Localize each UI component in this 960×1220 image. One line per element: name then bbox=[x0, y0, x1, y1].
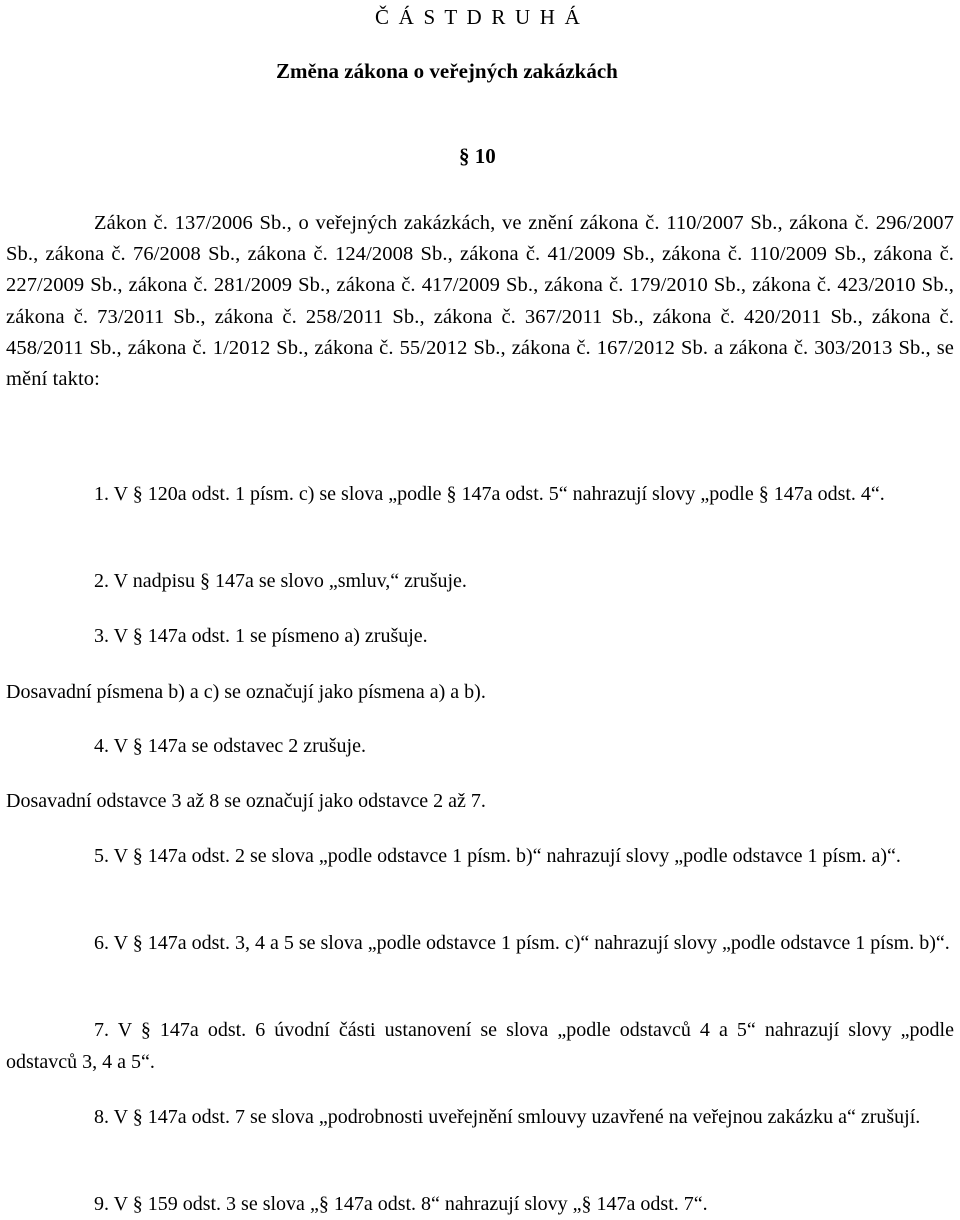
amendment-item-8: 8. V § 147a odst. 7 se slova „podrobnosti uveřejnění smlouvy uzavřené na veřejnou zakázku a“ zrušují. bbox=[94, 1106, 921, 1128]
amendment-item-6: 6. V § 147a odst. 3, 4 a 5 se slova „podle odstavce 1 písm. c)“ nahrazují slovy „podle odstavce 1 písm. b)“. bbox=[94, 932, 950, 954]
intro-paragraph: Zákon č. 137/2006 Sb., o veřejných zakázkách, ve znění zákona č. 110/2007 Sb., zákona č. 296/2007 Sb., zákona č. 76/2008 Sb., zákona č. 124/2008 Sb., zákona č. 41/2009 Sb., zákona č. 110/2009 Sb., zákona č. 227/2009 Sb., zákona č. 281/2009 Sb., zákona č. 417/2009 Sb., zákona č. 179/2010 Sb., zákona č. 423/2010 Sb., zákona č. 73/2011 Sb., zákona č. 258/2011 Sb., zákona č. 367/2011 Sb., zákona č. 420/2011 Sb., zákona č. 458/2011 Sb., zákona č. 1/2012 Sb., zákona č. 55/2012 Sb., zákona č. 167/2012 Sb. a zákona č. 303/2013 Sb., se mění takto: bbox=[6, 212, 954, 391]
change-heading: Změna zákona o veřejných zakázkách bbox=[276, 59, 618, 83]
amendment-item-2: 2. V nadpisu § 147a se slovo „smluv,“ zrušuje. bbox=[94, 570, 467, 592]
part-heading: Č Á S T D R U H Á bbox=[375, 5, 582, 29]
renumbering-note-2: Dosavadní odstavce 3 až 8 se označují jako odstavce 2 až 7. bbox=[6, 790, 486, 812]
section-number: § 10 bbox=[459, 144, 496, 168]
amendment-item-5: 5. V § 147a odst. 2 se slova „podle odstavce 1 písm. b)“ nahrazují slovy „podle odstavce 1 písm. a)“. bbox=[94, 845, 901, 867]
renumbering-note-1: Dosavadní písmena b) a c) se označují jako písmena a) a b). bbox=[6, 681, 486, 703]
amendment-item-1: 1. V § 120a odst. 1 písm. c) se slova „podle § 147a odst. 5“ nahrazují slovy „podle § 147a odst. 4“. bbox=[94, 483, 885, 505]
amendment-item-7: 7. V § 147a odst. 6 úvodní části ustanovení se slova „podle odstavců 4 a 5“ nahrazují slovy „podle odstavců 3, 4 a 5“. bbox=[6, 1019, 954, 1073]
amendment-item-4: 4. V § 147a se odstavec 2 zrušuje. bbox=[94, 735, 366, 757]
amendment-item-3: 3. V § 147a odst. 1 se písmeno a) zrušuje. bbox=[94, 625, 428, 647]
amendment-item-9: 9. V § 159 odst. 3 se slova „§ 147a odst. 8“ nahrazují slovy „§ 147a odst. 7“. bbox=[94, 1193, 708, 1215]
